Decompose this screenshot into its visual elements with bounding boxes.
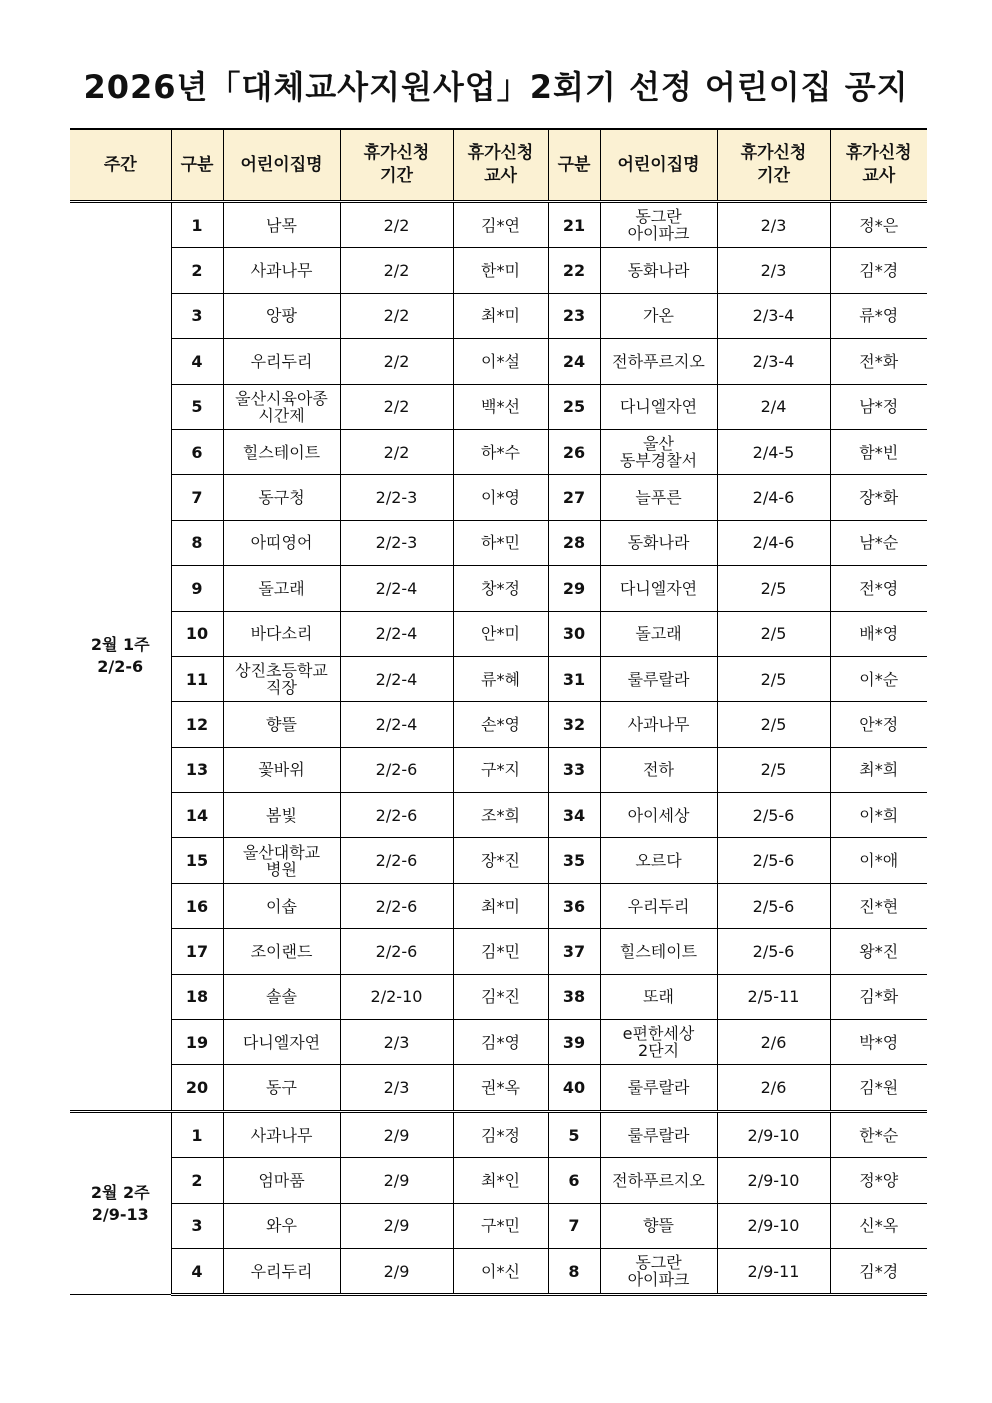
leave-teacher: 한*순 bbox=[830, 1111, 927, 1157]
leave-period: 2/9-10 bbox=[717, 1203, 830, 1248]
daycare-name: 우리두리 bbox=[600, 883, 717, 928]
daycare-name: 룰루랄라 bbox=[600, 1065, 717, 1111]
header-teacher: 휴가신청 교사 bbox=[830, 129, 927, 202]
leave-period: 2/9 bbox=[340, 1203, 453, 1248]
table-row bbox=[70, 566, 927, 611]
leave-period: 2/9-10 bbox=[717, 1158, 830, 1203]
leave-period: 2/5 bbox=[717, 611, 830, 656]
leave-teacher: 손*영 bbox=[453, 702, 548, 747]
daycare-name: 다니엘자연 bbox=[223, 1020, 340, 1065]
daycare-name: 또래 bbox=[600, 974, 717, 1019]
table-row bbox=[70, 883, 927, 928]
daycare-name: 울산시육아종 시간제 bbox=[223, 384, 340, 429]
leave-period: 2/3 bbox=[340, 1020, 453, 1065]
leave-teacher: 김*경 bbox=[830, 1248, 927, 1294]
leave-period: 2/2 bbox=[340, 384, 453, 429]
daycare-name: 늘푸른 bbox=[600, 475, 717, 520]
daycare-name: 힐스테이트 bbox=[600, 929, 717, 974]
daycare-name: e편한세상 2단지 bbox=[600, 1020, 717, 1065]
daycare-name: 돌고래 bbox=[600, 611, 717, 656]
daycare-name: 동그란 아이파크 bbox=[600, 1248, 717, 1294]
leave-teacher: 류*혜 bbox=[453, 656, 548, 701]
leave-period: 2/5-11 bbox=[717, 974, 830, 1019]
leave-teacher: 이*영 bbox=[453, 475, 548, 520]
daycare-name: 사과나무 bbox=[223, 248, 340, 293]
leave-teacher: 김*정 bbox=[453, 1111, 548, 1157]
leave-teacher: 장*진 bbox=[453, 838, 548, 883]
leave-teacher: 전*영 bbox=[830, 566, 927, 611]
row-number: 33 bbox=[548, 747, 600, 792]
leave-teacher: 조*희 bbox=[453, 793, 548, 838]
page-title: 2026년「대체교사지원사업」2회기 선정 어린이집 공지 bbox=[83, 68, 909, 106]
leave-period: 2/2-6 bbox=[340, 793, 453, 838]
table-row bbox=[70, 339, 927, 384]
table-row bbox=[70, 793, 927, 838]
row-number: 5 bbox=[171, 384, 223, 429]
leave-teacher: 이*설 bbox=[453, 339, 548, 384]
leave-teacher: 김*화 bbox=[830, 974, 927, 1019]
week-cell bbox=[70, 202, 171, 1112]
header-name: 어린이집명 bbox=[600, 129, 717, 202]
daycare-name: 울산 동부경찰서 bbox=[600, 429, 717, 474]
table-row bbox=[70, 1158, 927, 1203]
daycare-name: 와우 bbox=[223, 1203, 340, 1248]
row-number: 22 bbox=[548, 248, 600, 293]
table-row bbox=[70, 202, 927, 248]
daycare-name: 돌고래 bbox=[223, 566, 340, 611]
leave-period: 2/5 bbox=[717, 656, 830, 701]
table-row bbox=[70, 1020, 927, 1065]
week-label: 2월 1주 bbox=[90, 635, 150, 655]
row-number: 10 bbox=[171, 611, 223, 656]
daycare-name: 힐스테이트 bbox=[223, 429, 340, 474]
table-row bbox=[70, 520, 927, 565]
row-number: 16 bbox=[171, 883, 223, 928]
table-row bbox=[70, 656, 927, 701]
row-number: 13 bbox=[171, 747, 223, 792]
daycare-name: 앙팡 bbox=[223, 293, 340, 338]
daycare-name: 조이랜드 bbox=[223, 929, 340, 974]
leave-period: 2/2-4 bbox=[340, 656, 453, 701]
daycare-name: 향뜰 bbox=[600, 1203, 717, 1248]
table-row bbox=[70, 838, 927, 883]
leave-period: 2/5 bbox=[717, 566, 830, 611]
row-number: 35 bbox=[548, 838, 600, 883]
leave-teacher: 왕*진 bbox=[830, 929, 927, 974]
row-number: 28 bbox=[548, 520, 600, 565]
daycare-name: 동화나라 bbox=[600, 248, 717, 293]
week-cell bbox=[70, 1111, 171, 1295]
header-row bbox=[70, 129, 927, 202]
daycare-name: 봄빛 bbox=[223, 793, 340, 838]
leave-period: 2/5 bbox=[717, 702, 830, 747]
table-row bbox=[70, 293, 927, 338]
header-period: 휴가신청 기간 bbox=[717, 129, 830, 202]
leave-teacher: 하*수 bbox=[453, 429, 548, 474]
leave-teacher: 이*희 bbox=[830, 793, 927, 838]
leave-teacher: 최*희 bbox=[830, 747, 927, 792]
row-number: 1 bbox=[171, 1111, 223, 1157]
leave-period: 2/3 bbox=[340, 1065, 453, 1111]
leave-period: 2/3 bbox=[717, 248, 830, 293]
leave-teacher: 한*미 bbox=[453, 248, 548, 293]
leave-teacher: 김*진 bbox=[453, 974, 548, 1019]
leave-period: 2/2-3 bbox=[340, 520, 453, 565]
leave-teacher: 장*화 bbox=[830, 475, 927, 520]
row-number: 38 bbox=[548, 974, 600, 1019]
leave-teacher: 최*미 bbox=[453, 293, 548, 338]
daycare-name: 사과나무 bbox=[223, 1111, 340, 1157]
leave-teacher: 함*빈 bbox=[830, 429, 927, 474]
row-number: 2 bbox=[171, 248, 223, 293]
header-period: 휴가신청 기간 bbox=[340, 129, 453, 202]
leave-teacher: 이*애 bbox=[830, 838, 927, 883]
leave-teacher: 김*민 bbox=[453, 929, 548, 974]
leave-period: 2/2 bbox=[340, 248, 453, 293]
leave-teacher: 이*신 bbox=[453, 1248, 548, 1294]
leave-period: 2/9-10 bbox=[717, 1111, 830, 1157]
leave-teacher: 이*순 bbox=[830, 656, 927, 701]
row-number: 25 bbox=[548, 384, 600, 429]
leave-period: 2/5-6 bbox=[717, 793, 830, 838]
leave-period: 2/2-6 bbox=[340, 883, 453, 928]
daycare-name: 다니엘자연 bbox=[600, 566, 717, 611]
leave-period: 2/9-11 bbox=[717, 1248, 830, 1294]
daycare-name: 남목 bbox=[223, 202, 340, 248]
daycare-name: 바다소리 bbox=[223, 611, 340, 656]
leave-period: 2/2 bbox=[340, 202, 453, 248]
row-number: 17 bbox=[171, 929, 223, 974]
leave-period: 2/5-6 bbox=[717, 883, 830, 928]
daycare-name: 상진초등학교 직장 bbox=[223, 656, 340, 701]
row-number: 31 bbox=[548, 656, 600, 701]
row-number: 21 bbox=[548, 202, 600, 248]
row-number: 30 bbox=[548, 611, 600, 656]
leave-teacher: 김*영 bbox=[453, 1020, 548, 1065]
row-number: 18 bbox=[171, 974, 223, 1019]
row-number: 39 bbox=[548, 1020, 600, 1065]
header-week: 주간 bbox=[70, 129, 171, 202]
table-row bbox=[70, 1203, 927, 1248]
leave-period: 2/6 bbox=[717, 1065, 830, 1111]
leave-period: 2/9 bbox=[340, 1111, 453, 1157]
daycare-name: 동그란 아이파크 bbox=[600, 202, 717, 248]
leave-teacher: 김*원 bbox=[830, 1065, 927, 1111]
table-row bbox=[70, 1111, 927, 1157]
leave-period: 2/3-4 bbox=[717, 339, 830, 384]
table-row bbox=[70, 974, 927, 1019]
leave-period: 2/5 bbox=[717, 747, 830, 792]
row-number: 2 bbox=[171, 1158, 223, 1203]
leave-period: 2/2-6 bbox=[340, 929, 453, 974]
leave-period: 2/5-6 bbox=[717, 929, 830, 974]
row-number: 24 bbox=[548, 339, 600, 384]
leave-period: 2/2-4 bbox=[340, 566, 453, 611]
selection-table bbox=[70, 128, 927, 1296]
leave-teacher: 정*은 bbox=[830, 202, 927, 248]
leave-period: 2/2 bbox=[340, 429, 453, 474]
daycare-name: 꽃바위 bbox=[223, 747, 340, 792]
leave-teacher: 신*옥 bbox=[830, 1203, 927, 1248]
leave-teacher: 구*민 bbox=[453, 1203, 548, 1248]
leave-period: 2/2-6 bbox=[340, 747, 453, 792]
table-row bbox=[70, 702, 927, 747]
row-number: 7 bbox=[548, 1203, 600, 1248]
leave-teacher: 정*양 bbox=[830, 1158, 927, 1203]
daycare-name: 사과나무 bbox=[600, 702, 717, 747]
table-row bbox=[70, 475, 927, 520]
leave-teacher: 박*영 bbox=[830, 1020, 927, 1065]
leave-period: 2/2-4 bbox=[340, 702, 453, 747]
daycare-name: 아이세상 bbox=[600, 793, 717, 838]
leave-period: 2/4-5 bbox=[717, 429, 830, 474]
week-label: 2월 2주 bbox=[90, 1182, 150, 1202]
daycare-name: 동화나라 bbox=[600, 520, 717, 565]
leave-period: 2/4 bbox=[717, 384, 830, 429]
daycare-name: 전하푸르지오 bbox=[600, 339, 717, 384]
daycare-name: 룰루랄라 bbox=[600, 656, 717, 701]
leave-period: 2/2-3 bbox=[340, 475, 453, 520]
row-number: 20 bbox=[171, 1065, 223, 1111]
row-number: 32 bbox=[548, 702, 600, 747]
row-number: 3 bbox=[171, 293, 223, 338]
header-name: 어린이집명 bbox=[223, 129, 340, 202]
row-number: 27 bbox=[548, 475, 600, 520]
leave-teacher: 전*화 bbox=[830, 339, 927, 384]
daycare-name: 솔솔 bbox=[223, 974, 340, 1019]
week-range: 2/9-13 bbox=[91, 1204, 149, 1224]
leave-teacher: 진*현 bbox=[830, 883, 927, 928]
row-number: 40 bbox=[548, 1065, 600, 1111]
leave-period: 2/2-10 bbox=[340, 974, 453, 1019]
leave-period: 2/3 bbox=[717, 202, 830, 248]
leave-teacher: 안*미 bbox=[453, 611, 548, 656]
leave-period: 2/2 bbox=[340, 339, 453, 384]
leave-period: 2/9 bbox=[340, 1248, 453, 1294]
table-row bbox=[70, 429, 927, 474]
leave-teacher: 남*순 bbox=[830, 520, 927, 565]
row-number: 8 bbox=[548, 1248, 600, 1294]
daycare-name: 전하푸르지오 bbox=[600, 1158, 717, 1203]
row-number: 29 bbox=[548, 566, 600, 611]
row-number: 1 bbox=[171, 202, 223, 248]
daycare-name: 동구 bbox=[223, 1065, 340, 1111]
row-number: 23 bbox=[548, 293, 600, 338]
row-number: 4 bbox=[171, 339, 223, 384]
week-range: 2/2-6 bbox=[97, 657, 144, 677]
row-number: 26 bbox=[548, 429, 600, 474]
row-number: 11 bbox=[171, 656, 223, 701]
daycare-name: 오르다 bbox=[600, 838, 717, 883]
row-number: 6 bbox=[548, 1158, 600, 1203]
header-no: 구분 bbox=[548, 129, 600, 202]
leave-period: 2/5-6 bbox=[717, 838, 830, 883]
leave-teacher: 권*옥 bbox=[453, 1065, 548, 1111]
table-row bbox=[70, 248, 927, 293]
daycare-name: 동구청 bbox=[223, 475, 340, 520]
leave-teacher: 안*정 bbox=[830, 702, 927, 747]
row-number: 5 bbox=[548, 1111, 600, 1157]
leave-period: 2/2-6 bbox=[340, 838, 453, 883]
table-row bbox=[70, 384, 927, 429]
daycare-name: 울산대학교 병원 bbox=[223, 838, 340, 883]
daycare-name: 룰루랄라 bbox=[600, 1111, 717, 1157]
leave-period: 2/2-4 bbox=[340, 611, 453, 656]
leave-teacher: 배*영 bbox=[830, 611, 927, 656]
leave-teacher: 남*정 bbox=[830, 384, 927, 429]
row-number: 34 bbox=[548, 793, 600, 838]
daycare-name: 아띠영어 bbox=[223, 520, 340, 565]
leave-teacher: 창*정 bbox=[453, 566, 548, 611]
leave-teacher: 구*지 bbox=[453, 747, 548, 792]
leave-period: 2/9 bbox=[340, 1158, 453, 1203]
row-number: 14 bbox=[171, 793, 223, 838]
row-number: 8 bbox=[171, 520, 223, 565]
row-number: 3 bbox=[171, 1203, 223, 1248]
table-row bbox=[70, 747, 927, 792]
table-body bbox=[70, 202, 927, 1295]
leave-period: 2/2 bbox=[340, 293, 453, 338]
daycare-name: 엄마품 bbox=[223, 1158, 340, 1203]
row-number: 7 bbox=[171, 475, 223, 520]
leave-period: 2/4-6 bbox=[717, 475, 830, 520]
leave-period: 2/6 bbox=[717, 1020, 830, 1065]
header-teacher: 휴가신청 교사 bbox=[453, 129, 548, 202]
leave-period: 2/3-4 bbox=[717, 293, 830, 338]
row-number: 9 bbox=[171, 566, 223, 611]
leave-teacher: 김*경 bbox=[830, 248, 927, 293]
leave-teacher: 최*미 bbox=[453, 883, 548, 928]
row-number: 36 bbox=[548, 883, 600, 928]
table-row bbox=[70, 1248, 927, 1294]
leave-teacher: 김*연 bbox=[453, 202, 548, 248]
daycare-name: 우리두리 bbox=[223, 1248, 340, 1294]
row-number: 12 bbox=[171, 702, 223, 747]
table-row bbox=[70, 929, 927, 974]
row-number: 6 bbox=[171, 429, 223, 474]
daycare-name: 이솝 bbox=[223, 883, 340, 928]
leave-teacher: 류*영 bbox=[830, 293, 927, 338]
daycare-name: 향뜰 bbox=[223, 702, 340, 747]
row-number: 37 bbox=[548, 929, 600, 974]
leave-teacher: 백*선 bbox=[453, 384, 548, 429]
row-number: 15 bbox=[171, 838, 223, 883]
daycare-name: 다니엘자연 bbox=[600, 384, 717, 429]
daycare-name: 우리두리 bbox=[223, 339, 340, 384]
daycare-name: 전하 bbox=[600, 747, 717, 792]
daycare-name: 가온 bbox=[600, 293, 717, 338]
header-no: 구분 bbox=[171, 129, 223, 202]
row-number: 4 bbox=[171, 1248, 223, 1294]
leave-teacher: 하*민 bbox=[453, 520, 548, 565]
row-number: 19 bbox=[171, 1020, 223, 1065]
leave-period: 2/4-6 bbox=[717, 520, 830, 565]
leave-teacher: 최*인 bbox=[453, 1158, 548, 1203]
table-row bbox=[70, 611, 927, 656]
table-row bbox=[70, 1065, 927, 1111]
